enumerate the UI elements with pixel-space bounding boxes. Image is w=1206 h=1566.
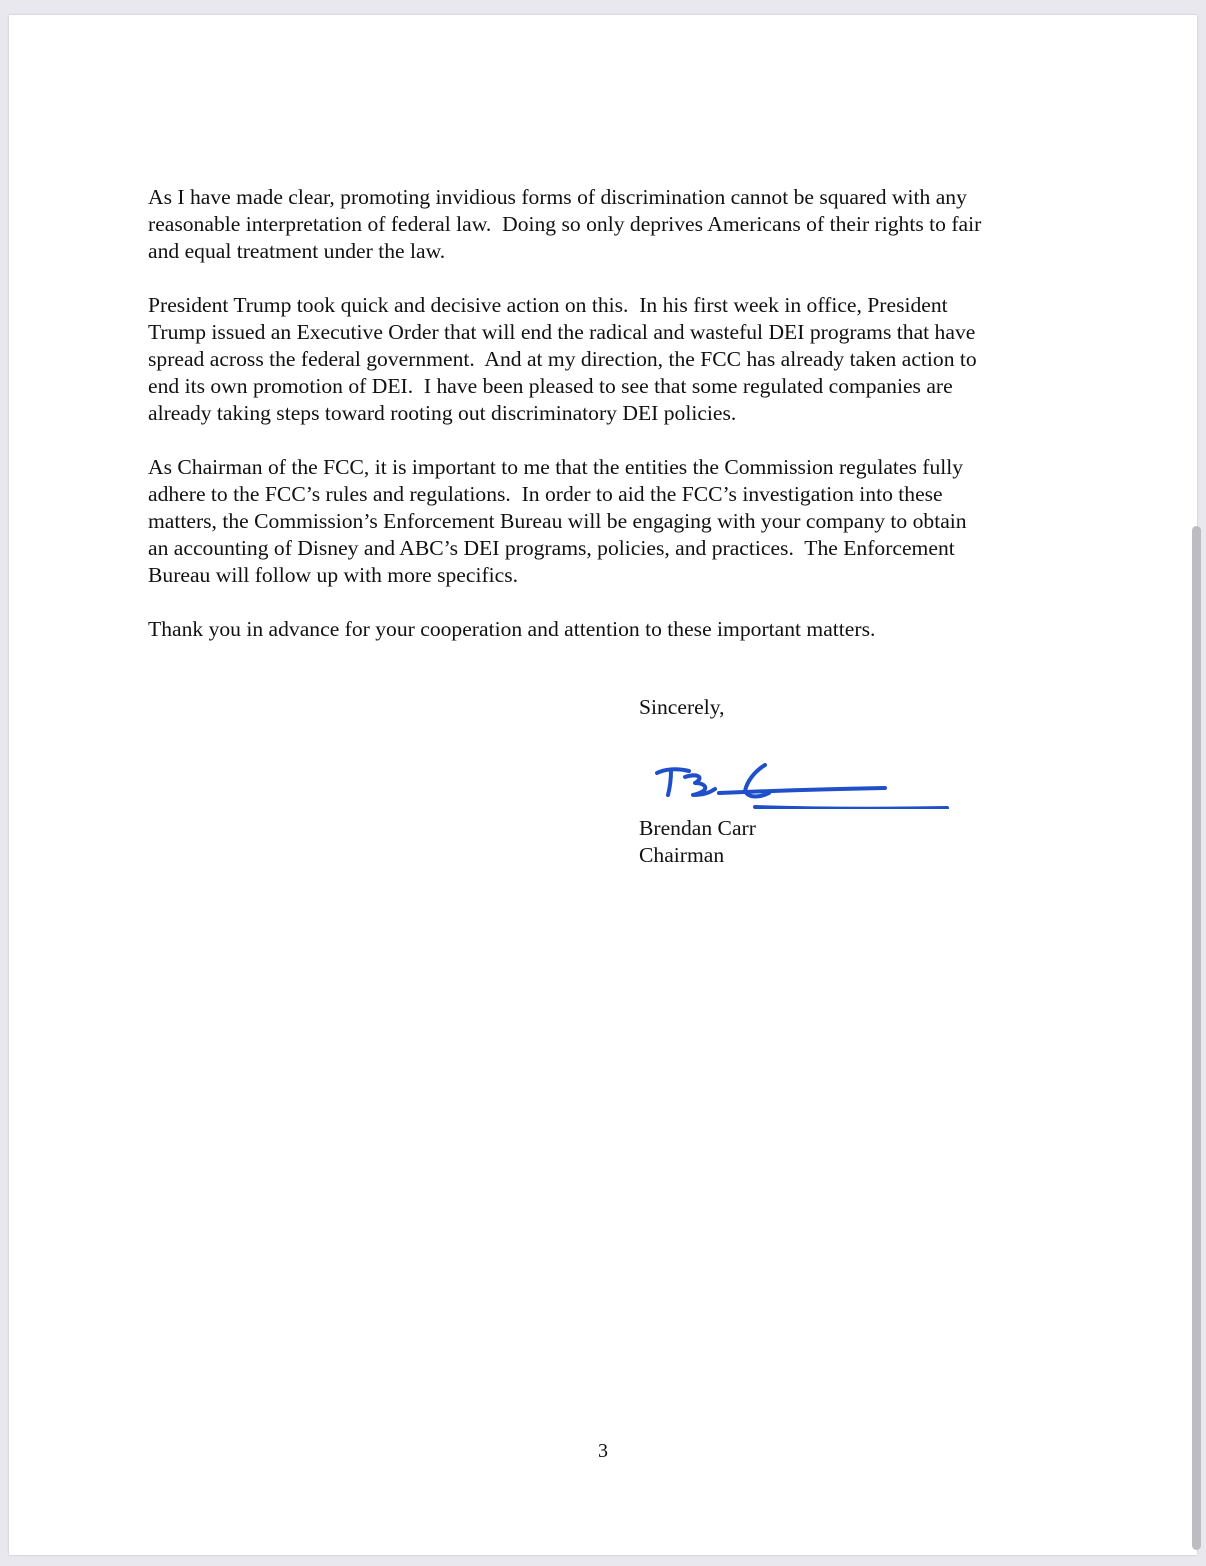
signature-stroke-stem [668, 771, 671, 795]
signature-stroke-line-lower [755, 807, 947, 809]
scrollbar-thumb[interactable] [1192, 526, 1201, 1550]
letter-body [148, 184, 1078, 670]
closing-salutation: Sincerely, [639, 695, 725, 719]
handwritten-signature [637, 749, 957, 809]
paragraph-investigation: As Chairman of the FCC, it is important to me that the entities the Commission regulates fully adhere to the FCC’s rules and regulations. In order to aid the FCC’s investigation into these matters, the Commission’s Enforcement Bureau will be engaging with your company to obtain an accounting of Disney and ABC’s DEI programs, policies, and practices. The Enforcement Bureau will follow up with more specifics. [148, 455, 967, 587]
paragraph-executive-order: President Trump took quick and decisive action on this. In his first week in office, President Trump issued an Executive Order that will end the radical and wasteful DEI programs that have spread across the federal government. And at my direction, the FCC has already taken action to end its own promotion of DEI. I have been pleased to see that some regulated companies are already taking steps toward rooting out discriminatory DEI policies. [148, 293, 977, 425]
signature-stroke-b [685, 775, 715, 795]
page-number: 3 [598, 1440, 608, 1462]
paragraph-discrimination: As I have made clear, promoting invidious forms of discrimination cannot be squared with any reasonable interpretation of federal law. Doing so only deprives Americans of their rights to fair and equal treatment under the law. [148, 185, 982, 263]
signer-block [639, 815, 756, 869]
document-page [9, 15, 1197, 1555]
paragraph-thanks: Thank you in advance for your cooperation and attention to these important matters. [148, 617, 876, 641]
signer-name: Brendan Carr [639, 816, 756, 840]
signer-title: Chairman [639, 843, 725, 867]
